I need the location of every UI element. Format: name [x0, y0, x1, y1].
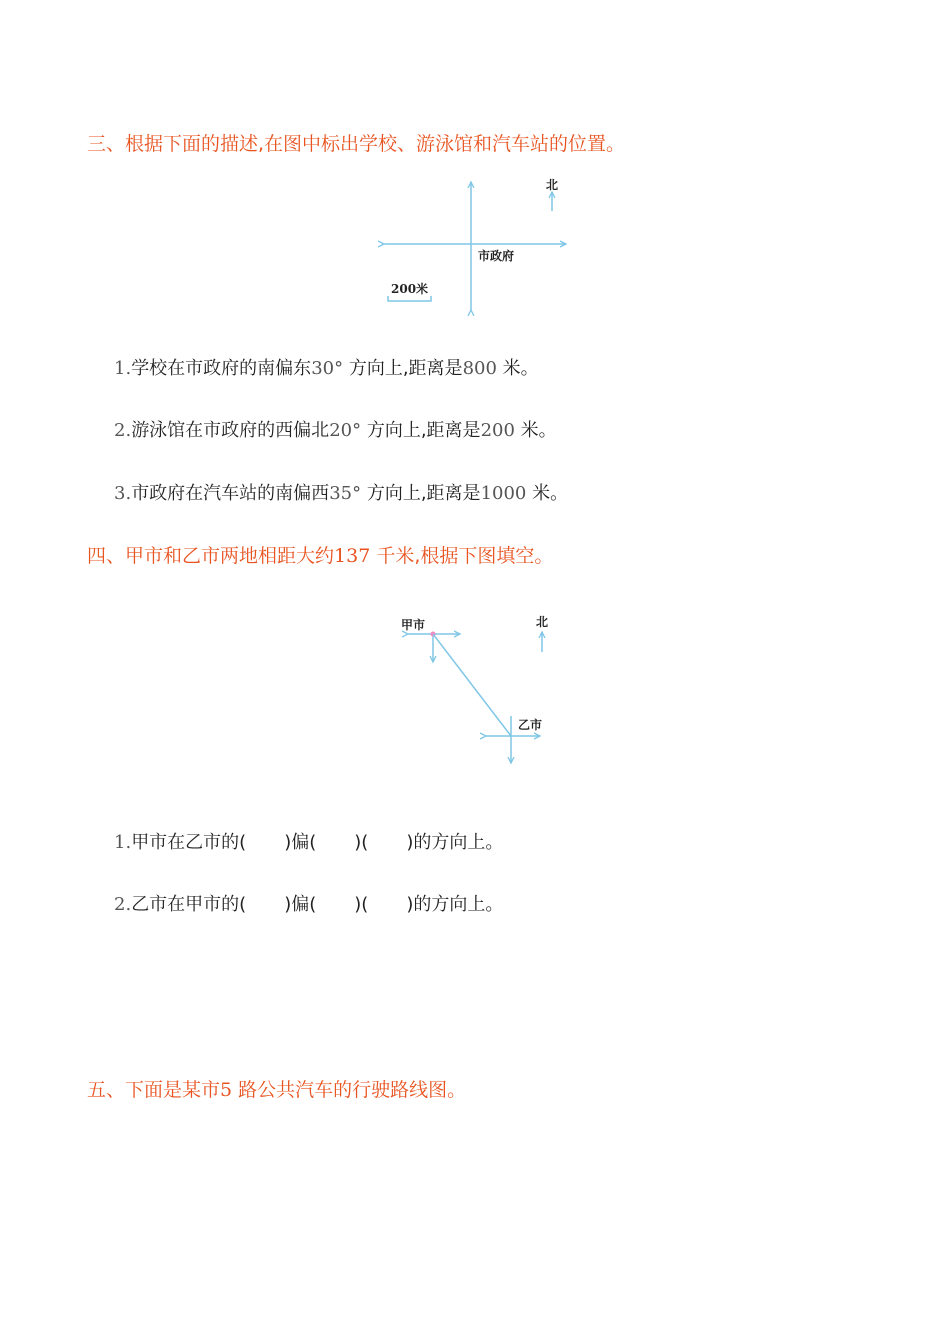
section5-title: 五、下面是某市5 路公共汽车的行驶路线图。 [87, 1079, 467, 1101]
section4-item-2: 2.乙市在甲市的( )偏( )( )的方向上。 [114, 894, 504, 915]
north-label-2: 北 [536, 615, 549, 629]
city-a-point [431, 632, 436, 637]
section3-item-1: 1.学校在市政府的南偏东30° 方向上,距离是800 米。 [114, 358, 539, 379]
city-b-label: 乙市 [518, 718, 543, 732]
scale-label: 200米 [391, 282, 429, 296]
city-a-label: 甲市 [401, 618, 426, 632]
section4-title: 四、甲市和乙市两地相距大约137 千米,根据下图填空。 [87, 545, 554, 567]
scale-bar [388, 296, 431, 301]
government-label: 市政府 [478, 249, 515, 263]
section3-item-3: 3.市政府在汽车站的南偏西35° 方向上,距离是1000 米。 [114, 483, 569, 504]
connecting-line [433, 634, 511, 736]
section3-item-2: 2.游泳馆在市政府的西偏北20° 方向上,距离是200 米。 [114, 420, 557, 441]
section3-title: 三、根据下面的描述,在图中标出学校、游泳馆和汽车站的位置。 [87, 133, 626, 155]
north-label: 北 [546, 178, 559, 192]
section4-item-1: 1.甲市在乙市的( )偏( )( )的方向上。 [114, 832, 504, 853]
